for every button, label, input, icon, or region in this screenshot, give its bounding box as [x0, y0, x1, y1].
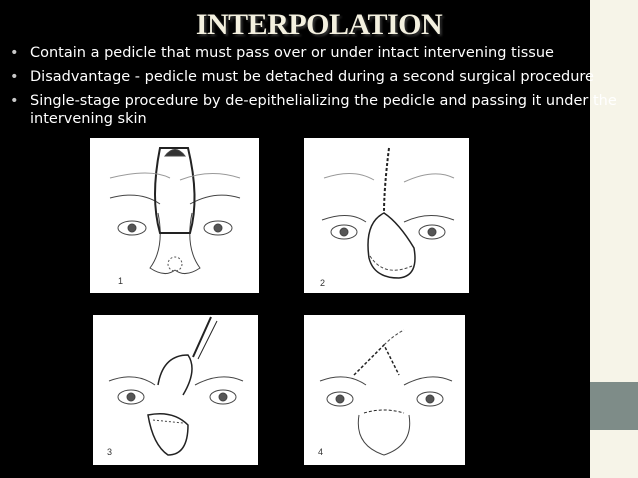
side-accent-block: [590, 382, 638, 430]
bullet-dot-icon: •: [10, 93, 19, 109]
bullet-dot-icon: •: [10, 69, 19, 85]
bullet-list: [10, 44, 617, 134]
bullet-text: Contain a pedicle that must pass over or under intact intervening tissue: [30, 45, 554, 61]
face-illustration-icon: [90, 138, 259, 293]
figure-number: 4: [318, 447, 324, 457]
figure-panel-4: [304, 315, 465, 465]
bullet-text: Disadvantage - pedicle must be detached during a second surgical procedure: [30, 69, 594, 85]
figure-panel-2: [304, 138, 469, 293]
face-illustration-icon: [93, 315, 258, 465]
bullet-text: Single-stage procedure by de-epithelializing the pedicle and passing it under the intervening skin: [30, 93, 617, 127]
figure-number: 3: [107, 447, 113, 457]
face-illustration-icon: [304, 138, 469, 293]
face-illustration-icon: [304, 315, 465, 465]
figure-panel-3: [93, 315, 258, 465]
slide-title: INTERPOLATION: [195, 8, 443, 41]
bullet-dot-icon: •: [10, 45, 19, 61]
bullet-item: [10, 44, 610, 62]
figure-number: 1: [118, 276, 124, 286]
bullet-item: [10, 92, 630, 128]
figure-panel-1: [90, 138, 259, 293]
figure-number: 2: [320, 278, 326, 288]
bullet-item: [10, 68, 610, 86]
